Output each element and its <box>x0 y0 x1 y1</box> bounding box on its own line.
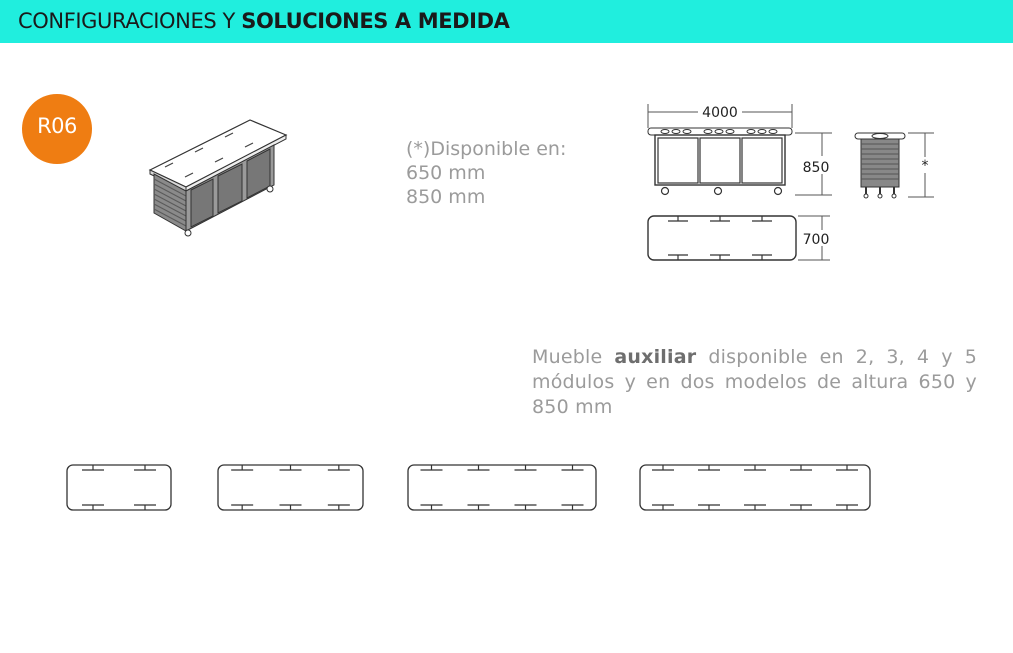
header-bar <box>0 0 1013 43</box>
availability-height-1: 650 mm <box>406 162 486 184</box>
module-outline <box>218 465 363 510</box>
module-option-4 <box>408 465 596 510</box>
model-code-label: R06 <box>37 114 77 138</box>
page-title <box>18 9 509 33</box>
module-option-3 <box>218 465 363 510</box>
module-options-drawing <box>0 455 1013 525</box>
module-outline <box>640 465 870 510</box>
product-description <box>532 345 977 420</box>
top-view-drawing <box>640 208 840 268</box>
module-option-5 <box>640 465 870 510</box>
module-option-2 <box>67 465 171 510</box>
depth-dimension-label: 700 <box>802 232 830 248</box>
description-suffix: disponible en 2, 3, 4 y 5 módulos y en dos modelos de altura 650 y 850 mm <box>532 346 977 418</box>
side-elevation-drawing <box>850 125 940 205</box>
front-elevation-drawing <box>640 100 840 200</box>
title-bold: SOLUCIONES A MEDIDA <box>241 9 510 33</box>
side-height-dimension-label: * <box>921 158 929 174</box>
height-availability-note <box>406 137 566 209</box>
availability-height-2: 850 mm <box>406 186 486 208</box>
height-dimension-label: 850 <box>802 160 830 176</box>
model-code-badge <box>22 94 92 164</box>
module-outline <box>67 465 171 510</box>
title-regular: CONFIGURACIONES Y <box>18 9 242 33</box>
description-bold-word: auxiliar <box>614 346 697 368</box>
module-outline <box>408 465 596 510</box>
width-dimension-label: 4000 <box>702 105 738 121</box>
product-isometric-illustration <box>140 105 290 240</box>
description-prefix: Mueble <box>532 346 615 368</box>
availability-label: (*)Disponible en: <box>406 138 567 160</box>
